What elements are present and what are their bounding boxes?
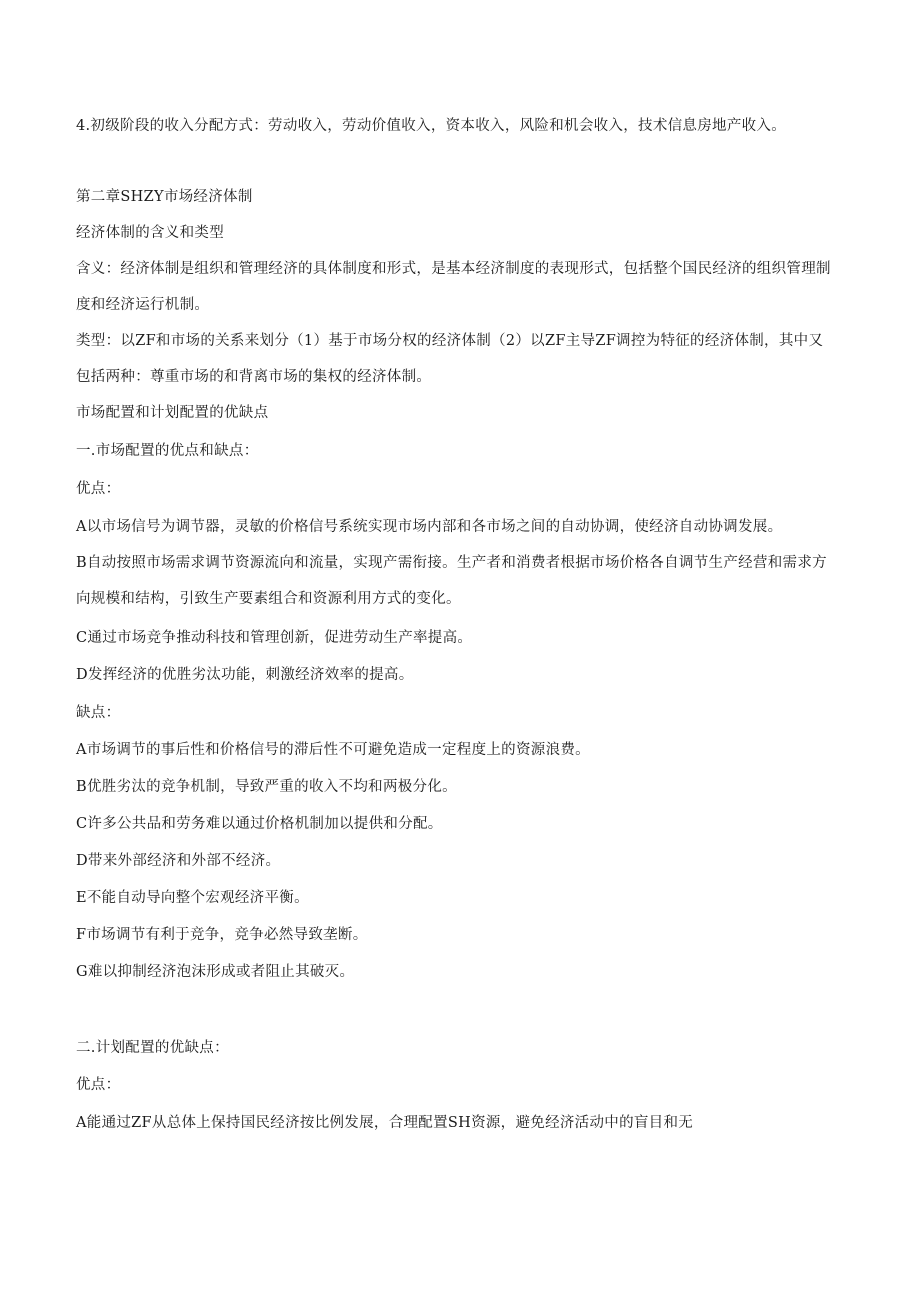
list-item-disadvantage-g: G难以抑制经济泡沫形成或者阻止其破灭。 [76,964,355,980]
list-item-advantage-b: B自动按照市场需求调节资源流向和流量，实现产需衔接。生产者和消费者根据市场价格各自调节生产经营和需求方向规模和结构，引致生产要素组合和资源利用方式的变化。 [76,555,827,607]
list-item-disadvantage-e: E不能自动导向整个宏观经济平衡。 [76,890,309,906]
paragraph-definition: 含义：经济体制是组织和管理经济的具体制度和形式，是基本经济制度的表现形式，包括整个国民经济的组织管理制度和经济运行机制。 [76,261,831,313]
list-item-advantage-c: C通过市场竞争推动科技和管理创新，促进劳动生产率提高。 [76,630,473,646]
section-heading-pros-cons: 市场配置和计划配置的优缺点 [76,405,269,421]
label-advantages: 优点： [76,481,121,497]
chapter-heading: 第二章SHZY市场经济体制 [76,189,253,205]
list-item-advantage-a: A以市场信号为调节器，灵敏的价格信号系统实现市场内部和各市场之间的自动协调，使经济自动协调发展。 [76,519,783,535]
list-item-planned-advantage-a: A能通过ZF从总体上保持国民经济按比例发展，合理配置SH资源，避免经济活动中的盲目和无 [76,1115,694,1131]
paragraph-income-distribution: 4.初级阶段的收入分配方式：劳动收入，劳动价值收入，资本收入，风险和机会收入，技术信息房地产收入。 [76,118,787,134]
list-item-disadvantage-a: A市场调节的事后性和价格信号的滞后性不可避免造成一定程度上的资源浪费。 [76,742,590,758]
subheading-market-allocation: 一.市场配置的优点和缺点： [76,443,259,459]
label-advantages-planned: 优点： [76,1077,121,1093]
label-disadvantages: 缺点： [76,705,121,721]
list-item-advantage-d: D发挥经济的优胜劣汰功能，刺激经济效率的提高。 [76,667,414,683]
list-item-disadvantage-f: F市场调节有利于竞争，竞争必然导致垄断。 [76,927,368,943]
subheading-planned-allocation: 二.计划配置的优缺点： [76,1040,229,1056]
list-item-disadvantage-b: B优胜劣汰的竞争机制，导致严重的收入不均和两极分化。 [76,779,457,795]
list-item-disadvantage-c: C许多公共品和劳务难以通过价格机制加以提供和分配。 [76,816,443,832]
section-heading-economic-system: 经济体制的含义和类型 [76,225,224,241]
paragraph-types: 类型：以ZF和市场的关系来划分（1）基于市场分权的经济体制（2）以ZF主导ZF调控为特征的经济体制，其中又包括两种：尊重市场的和背离市场的集权的经济体制。 [76,333,824,385]
list-item-disadvantage-d: D带来外部经济和外部不经济。 [76,853,281,869]
